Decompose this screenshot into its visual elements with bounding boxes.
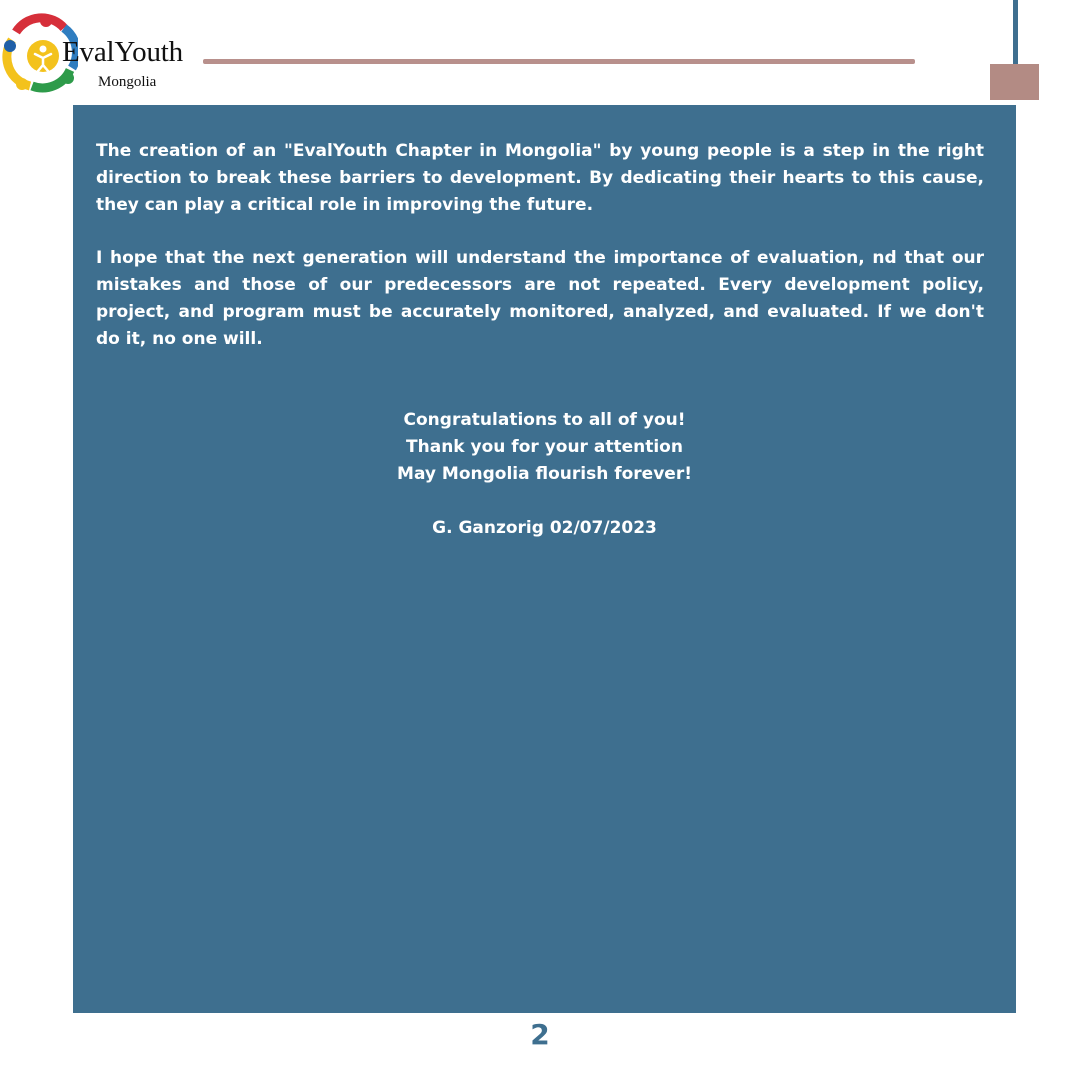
header-divider (203, 59, 915, 64)
page-number: 2 (530, 1018, 550, 1051)
closing-line-congratulations: Congratulations to all of you! (403, 410, 686, 430)
signature: G. Ganzorig 02/07/2023 (432, 518, 657, 538)
letter-panel (73, 105, 1016, 1013)
vertical-accent-line (1013, 0, 1018, 65)
corner-accent-block (990, 64, 1039, 100)
letter-paragraph-2: I hope that the next generation will understand the importance of evaluation, nd that our mistakes and those of our predecessors are not repeated. Every development policy, project, and program must be accurately monitored, analyzed, and evaluated. If we don't do it, no one will. (96, 248, 984, 349)
brand-name: EvalYouth (62, 36, 183, 68)
brand-location: Mongolia (98, 74, 157, 90)
closing-line-wish: May Mongolia flourish forever! (397, 464, 692, 484)
evalyouth-logo (0, 6, 200, 96)
closing-block (73, 407, 1016, 488)
letter-paragraph-1: The creation of an "EvalYouth Chapter in Mongolia" by young people is a step in the right direction to break these barriers to development. By dedicating their hearts to this cause, they can play a critical role in improving the future. (96, 141, 984, 215)
closing-line-thanks: Thank you for your attention (406, 437, 683, 457)
